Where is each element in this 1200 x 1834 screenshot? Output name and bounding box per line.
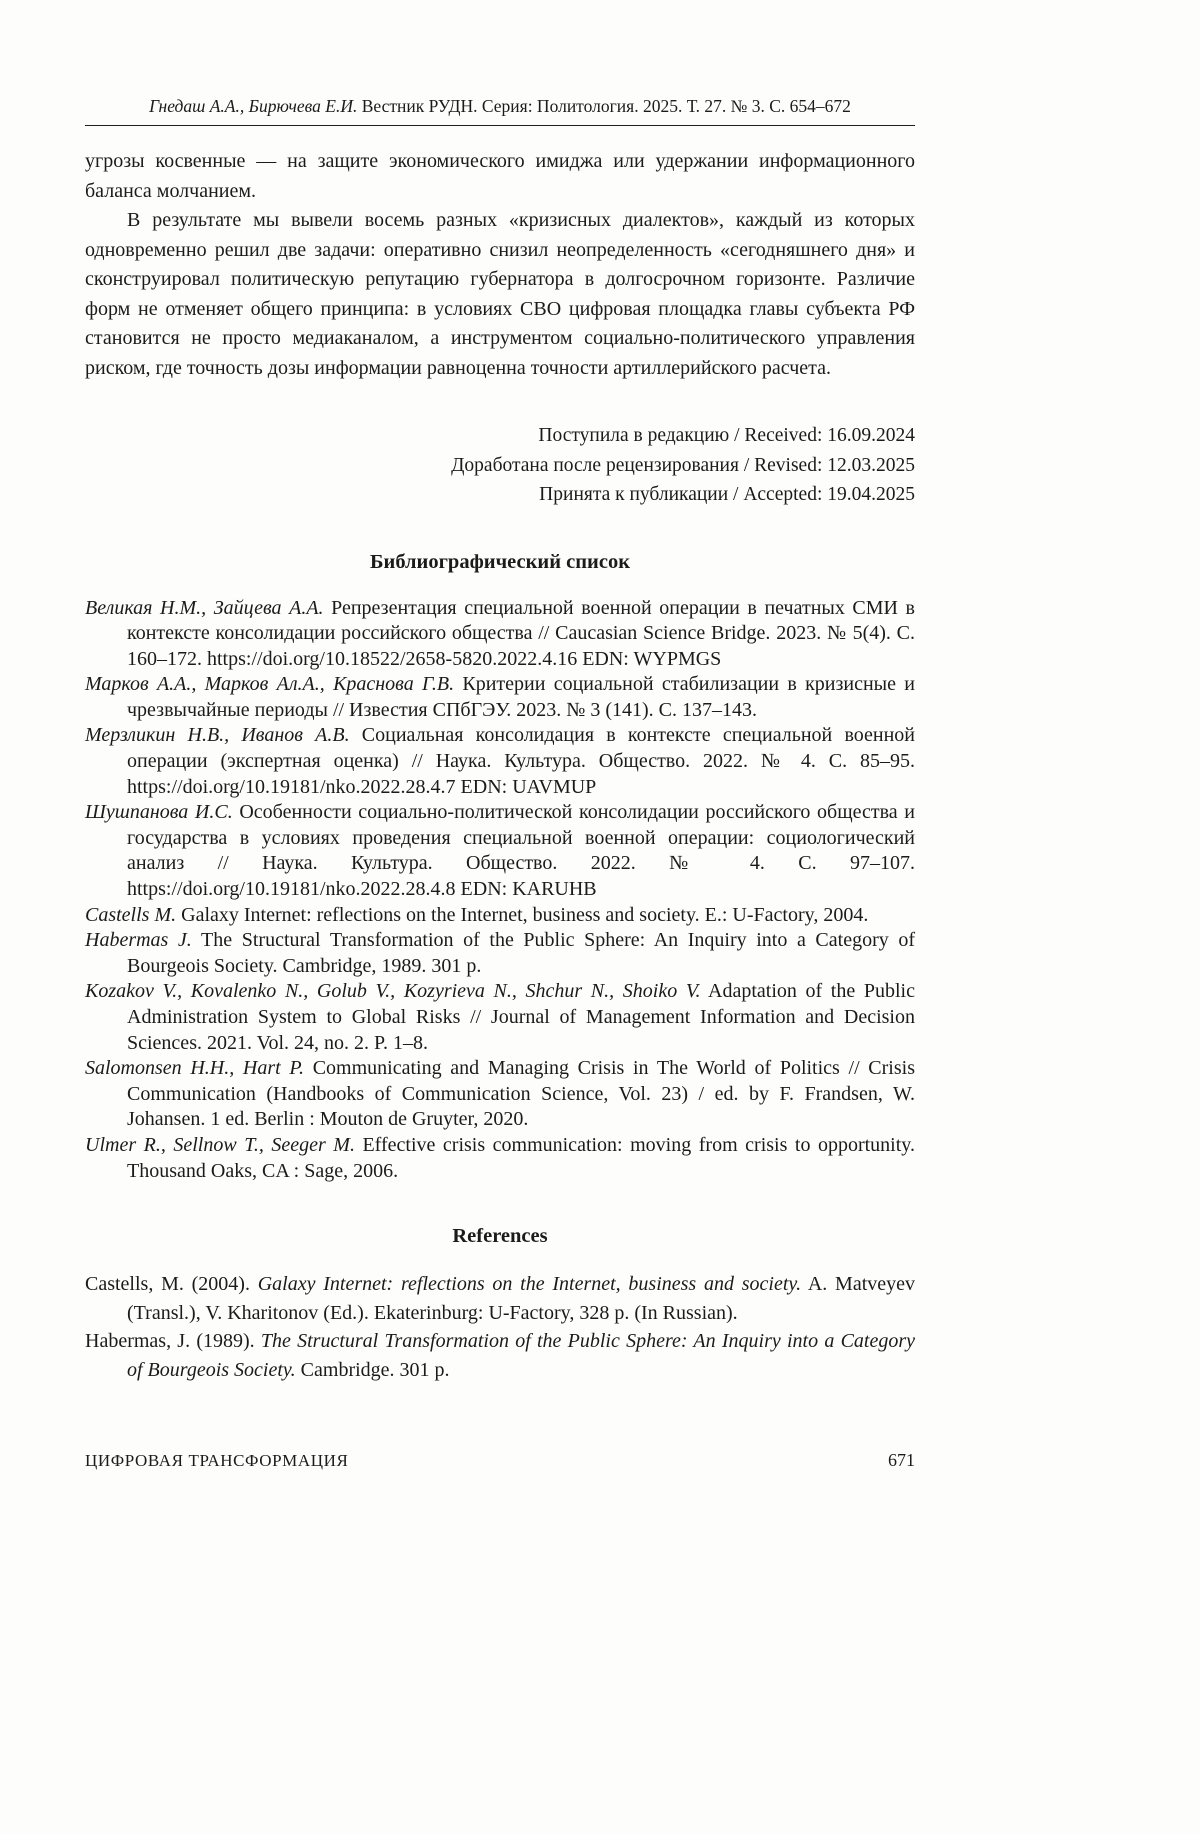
bibliography-entry [85, 903, 915, 929]
entry-italic-segment: Шушпанова И.С. [85, 801, 233, 824]
bibliography-entry [85, 672, 915, 723]
accepted-date: Принята к публикации / Accepted: 19.04.2025 [539, 484, 915, 505]
bibliography-entry [85, 723, 915, 800]
entry-italic-segment: The Structural Transformation of the Public Sphere: An Inquiry into a Category of Bourgeois Society. [127, 1330, 915, 1381]
bibliography-entry [85, 596, 915, 673]
bibliography-entry [85, 800, 915, 902]
entry-italic-segment: Galaxy Internet: reflections on the Internet, business and society. [257, 1273, 802, 1296]
paragraph: В результате мы вывели восемь разных «кризисных диалектов», каждый из которых одновременно решил две задачи: оперативно снизил неопределенность «сегодняшнего дня» и сконструировал политическую репутацию губернатора в долгосрочном горизонте. Различие форм не отменяет общего принципа: в условиях СВО цифровая площадка главы субъекта РФ становится не просто медиаканалом, а инструментом социально-политического управления риском, где точность дозы информации равноценна точности артиллерийского расчета. [85, 209, 915, 379]
reference-entry [85, 1270, 915, 1327]
entry-text-segment: Communicating and Managing Crisis in The World of Politics // Crisis Communication (Handbooks of Communication Science, Vol. 23) / ed. by F. Frandsen, W. Johansen. 1 ed. Berlin : Mouton de Gruyter, 2020. [127, 1057, 915, 1131]
entry-text-segment: Особенности социально-политической консолидации российского общества и государства в условиях проведения специальной военной операции: социологический анализ // Наука. Культура. Общество. 2022. № 4. С. 97–107. https://doi.org/10.19181/nko.2022.28.4.8 EDN: KARUHB [127, 801, 915, 901]
header-rule [85, 125, 915, 126]
entry-text-segment: A. Matveyev (Transl.), V. Kharitonov (Ed.). Ekaterinburg: U-Factory, 328 p. (In Russian). [127, 1273, 916, 1324]
entry-italic-segment: Великая Н.М., Зайцева А.А. [85, 596, 324, 619]
page-number: 671 [888, 1450, 915, 1470]
page-content [85, 0, 915, 1384]
entry-text-segment: Effective crisis communication: moving from crisis to opportunity. Thousand Oaks, CA : Sage, 2006. [127, 1133, 915, 1182]
bibliography-title: Библиографический список [369, 550, 631, 573]
entry-text-segment: Adaptation of the Public Administration System to Global Risks // Journal of Management Information and Decision Sciences. 2021. Vol. 24, no. 2. P. 1–8. [127, 980, 915, 1054]
entry-text-segment: Habermas, J. (1989). [85, 1330, 261, 1353]
references-title: References [452, 1225, 548, 1248]
article-dates-block [85, 421, 915, 510]
entry-text-segment: Galaxy Internet: reflections on the Internet, business and society. Е.: U-Factory, 2004. [176, 903, 869, 926]
entry-italic-segment: Мерзликин Н.В., Иванов А.В. [85, 724, 350, 747]
reference-entry [85, 1327, 915, 1384]
references-section [85, 1224, 915, 1384]
bibliography-entry [85, 1056, 915, 1133]
running-header-authors: Гнедаш А.А., Бирючева Е.И. [149, 96, 358, 116]
entry-italic-segment: Habermas J. [85, 929, 192, 952]
entry-italic-segment: Марков А.А., Марков Ал.А., Краснова Г.В. [85, 673, 455, 696]
running-header-source: Вестник РУДН. Серия: Политология. 2025. Т. 27. № 3. С. 654–672 [357, 96, 851, 116]
entry-text-segment: Социальная консолидация в контексте специальной военной операции (экспертная оценка) // Наука. Культура. Общество. 2022. № 4. С. 85–95. https://doi.org/10.19181/nko.2022.28.4.7 EDN: UAVMUP [127, 724, 915, 798]
entry-italic-segment: Kozakov V., Kovalenko N., Golub V., Kozyrieva N., Shchur N., Shoiko V. [85, 980, 701, 1003]
references-list [85, 1270, 915, 1384]
entry-text-segment: Castells, M. (2004). [85, 1273, 258, 1296]
article-body [85, 147, 915, 1384]
entry-text-segment: Репрезентация специальной военной операции в печатных СМИ в контексте консолидации российского общества // Caucasian Science Bridge. 2023. № 5(4). С. 160–172. https://doi.org/10.18522/2658-5820.2022.4.16 EDN: WYPMGS [127, 596, 915, 670]
bibliography-section [85, 550, 915, 1185]
paragraph: угрозы косвенные — на защите экономического имиджа или удержании информационного баланса молчанием. [85, 150, 915, 202]
bibliography-entry [85, 1133, 915, 1184]
entry-italic-segment: Salomonsen H.H., Hart P. [85, 1057, 305, 1080]
entry-text-segment: The Structural Transformation of the Public Sphere: An Inquiry into a Category of Bourgeois Society. Cambridge, 1989. 301 p. [127, 929, 915, 977]
running-header [85, 0, 915, 126]
bibliography-list [85, 596, 915, 1185]
entry-italic-segment: Ulmer R., Sellnow T., Seeger M. [85, 1133, 355, 1156]
entry-text-segment: Критерии социальной стабилизации в кризисные и чрезвычайные периоды // Известия СПбГЭУ. 2023. № 3 (141). С. 137–143. [127, 673, 915, 721]
bibliography-entry [85, 979, 915, 1056]
bibliography-entry [85, 928, 915, 979]
page-footer [85, 1450, 915, 1471]
entry-text-segment: Cambridge. 301 p. [295, 1358, 450, 1381]
received-date: Поступила в редакцию / Received: 16.09.2024 [538, 425, 915, 446]
entry-italic-segment: Castells M. [85, 903, 177, 926]
footer-section-label: ЦИФРОВАЯ ТРАНСФОРМАЦИЯ [85, 1451, 349, 1470]
revised-date: Доработана после рецензирования / Revised: 12.03.2025 [451, 454, 915, 476]
